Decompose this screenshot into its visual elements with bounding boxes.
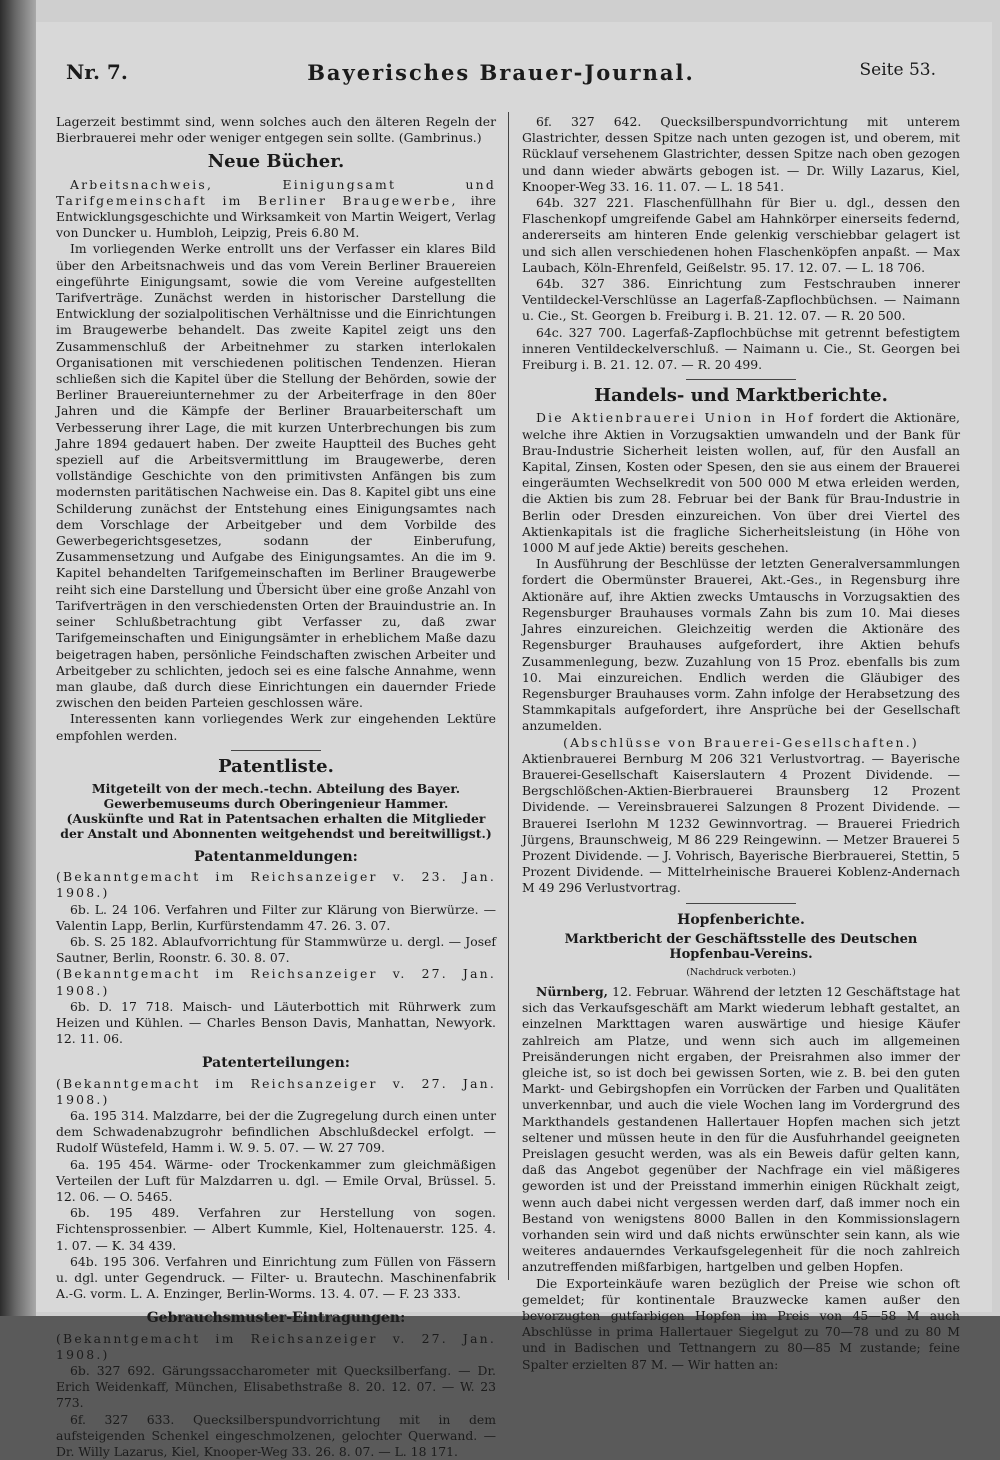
page-number: Seite 53. (859, 60, 936, 80)
anmeldung-entry: 6b. D. 17 718. Maisch- und Läuterbottich mit Rührwerk zum Heizen und Kühlen. — Charles Benson Davis, Manhattan, Newyork. 12. 11. 06. (56, 998, 496, 1047)
abschluesse-paragraph: Aktienbrauerei Bernburg M 206 321 Verlustvortrag. — Bayerische Brauerei-Gesellschaft Kaiserslautern 4 Prozent Dividende. — Bergschlößchen-Aktien-Bierbrauerei Braunsberg 12 Prozent Dividende. — Vereinsbrauerei Salzungen 8 Prozent Dividende. — Brauerei Iserlohn M 1232 Gewinnvortrag. — Brauerei Friedrich Jürgens, Braunschweig, M 86 229 Reingewinn. — Metzer Brauerei 5 Prozent Dividende. — J. Vohrisch, Bayerische Bierbrauerei, Stettin, 5 Prozent Dividende. — Mittelrheinische Brauerei Koblenz-Andernach M 49 296 Verlustvortrag. (522, 750, 960, 896)
anmeldung-entry: 6b. L. 24 106. Verfahren und Filter zur Klärung von Bierwürze. — Valentin Lapp, Berlin, Kurfürstendamm 47. 26. 3. 07. (56, 901, 496, 933)
book-review: Im vorliegenden Werke entrollt uns der Verfasser ein klares Bild über den Arbeitsnachweis und das vom Verein Berliner Brauereien eingeführte Einigungsamt, sowie die vom Vereine aufgestellten Tarifverträge. Zunächst werden in historischer Darstellung die Entwicklung der sozialpolitischen Verhältnisse und die Einrichtungen im Braugewerbe behandelt. Das zweite Kapitel zeigt uns den Zusammenschluß der Arbeitnehmer zu starken interlokalen Organisationen mit verschiedenen politischen Tendenzen. Hieran schließen sich die Kapitel über die Stellung der Behörden, sowie der Berliner Brauereiunternehmer zu der Arbeiterfrage in den 80er Jahren und die Kämpfe der Berliner Brauarbeiterschaft um Verbesserung ihrer Lage, die mit kurzen Unterbrechungen bis zum Jahre 1894 gedauert haben. Der zweite Hauptteil des Buches geht speziell auf die Arbeitsvermittlung im Braugewerbe, deren vollständige Geschichte von den primitivsten Anfängen bis zum modernsten paritätischen Nachweise ein. Das 8. Kapitel gibt uns eine Schilderung zunächst der Entstehung eines Einigungsamtes nach dem Vorschlage der Arbeitgeber und dem Vorbilde des Gewerbegerichtsgesetzes, sodann der Einberufung, Zusammensetzung und Aufgabe des Einigungsamtes. An die im 9. Kapitel behandelten Tarifgemeinschaften im Berliner Braugewerbe reiht sich eine Darstellung und Übersicht über eine große Anzahl von Tarifverträgen in den verschiedensten Orten der Brauindustrie an. In seiner Schlußbetrachtung gibt Verfasser zu, daß zwar Tarifgemeinschaften und Einigungsämter in erheblichem Maße dazu beigetragen haben, persönliche Feindschaften zwischen Arbeiter und Arbeitgeber zu schlichten, jedoch sei es eine falsche Annahme, wenn man glaube, daß durch diese Einrichtungen ein dauernder Friede zwischen den beiden Parteien geschlossen wäre. (56, 241, 496, 711)
neue-buecher-heading: Neue Bücher. (207, 151, 345, 173)
erteilung-entry: 6a. 195 314. Malzdarre, bei der die Zugregelung durch einen unter dem Schwadenabzugrohr befindlichen Abschlußdeckel erfolgt. — Rudolf Wüstefeld, Hamm i. W. 9. 5. 07. — W. 27 709. (56, 1107, 496, 1156)
gebrauchsmuster-entry: 6b. 327 692. Gärungssaccharometer mit Quecksilberfang. — Dr. Erich Weidenkaff, München, Elisabethstraße 8. 20. 12. 07. — W. 23 773. (56, 1363, 496, 1411)
erteilung-entry: 6b. 195 489. Verfahren zur Herstellung von sogen. Fichtensprossenbier. — Albert Kummle, Kiel, Holtenauerstr. 125. 4. 1. 07. — K. 34 439. (56, 1205, 496, 1253)
nuernberg-paragraph (522, 984, 960, 1276)
section-rule (231, 750, 321, 751)
nuernberg-place: Nürnberg, (536, 983, 608, 999)
hof-text: fordert die Aktionäre, welche ihre Aktien in Vorzugsaktien umwandeln und der Bank für Brau-Industrie Sicherheit leisten wollen, auf, für den Ausfall an Kapital, Zinsen, Kosten oder Spesen, den sie aus einem der Brauerei eingeräumten Wechselkredit von 500 000 M etwa erleiden werden, die Aktien bis zum 28. Februar bei der Bank für Brau-Industrie in Berlin oder Dresden einzureichen. Von über drei Viertel des Aktienkapitals ist die fragliche Sicherheitsleistung (in Höhe von 1000 M auf jede Aktie) bereits geschehen. (522, 410, 960, 556)
handels-heading: Handels- und Marktberichte. (594, 385, 888, 407)
gebrauchsmuster-entry: 6f. 327 633. Quecksilberspundvorrichtung mit in dem aufsteigenden Schenkel eingeschmolzenen, gelochter Querwand. — Dr. Willy Lazarus, Kiel, Knooper-Weg 33. 26. 8. 07. — L. 18 171. (56, 1411, 496, 1460)
book-spine-shadow (0, 0, 36, 1316)
column-divider (508, 112, 509, 1280)
gebrauchsmuster-entry: 64b. 327 221. Flaschenfüllhahn für Bier u. dgl., dessen den Flaschenkopf umgreifende Gabel am Hahnkörper einerseits federnd, andererseits am hinteren Ende gelenkig verschiebbar gelagert ist und sich allen verschiedenen hohen Flaschenköpfen anpaßt. — Max Laubach, Köln-Ehrenfeld, Geißelstr. 95. 17. 12. 07. — L. 18 706. (522, 195, 960, 275)
journal-page (36, 22, 992, 1460)
book-title: Arbeitsnachweis, Einigungsamt und Tarifgemeinschaft im Berliner Braugewerbe, (56, 176, 496, 208)
section-rule (686, 903, 796, 904)
page-header (66, 60, 936, 90)
journal-title: Bayerisches Brauer-Journal. (307, 60, 695, 85)
regensburg-paragraph: In Ausführung der Beschlüsse der letzten Generalversammlungen fordert die Obermünster Brauerei, Akt.-Ges., in Regensburg ihre Aktionäre auf, ihre Aktien zwecks Umtauschs in Vorzugsaktien des Regensburger Brauhauses vormals Zahn bis zum 10. Mai dieses Jahres einzureichen. Gleichzeitig werden die Aktionäre des Regensburger Brauhauses aufgefordert, ihre Aktien behufs Zusammenlegung, bezw. Zuzahlung von 15 Proz. ebenfalls bis zum 10. Mai einzureichen. Endlich werden die Gläubiger des Regensburger Brauhauses vorm. Zahn infolge der Herabsetzung des Stammkapitals aufgefordert, ihre Ansprüche bei der Gesellschaft anzumelden. (522, 556, 960, 734)
patentanmeldungen-heading: Patentanmeldungen: (194, 848, 358, 865)
hof-lead: Die Aktienbrauerei Union in Hof (536, 410, 815, 426)
patent-source: Mitgeteilt von der mech.-techn. Abteilung des Bayer. Gewerbemuseums durch Oberingenieur Hammer. (91, 780, 461, 811)
erteilung-notice: (Bekanntgemacht im Reichsanzeiger v. 27. Jan. 1908.) (56, 1075, 496, 1107)
left-column (56, 114, 496, 1460)
gebrauchsmuster-notice: (Bekanntgemacht im Reichsanzeiger v. 27. Jan. 1908.) (56, 1330, 496, 1362)
gebrauchsmuster-entry: 6f. 327 642. Quecksilberspundvorrichtung mit unterem Glastrichter, dessen Spitze nach unten gezogen ist, und oberem, mit Rücklauf versehenem Glastrichter, dessen Spitze nach oben gezogen und dann wieder abwärts gebogen ist. — Dr. Willy Lazarus, Kiel, Knooper-Weg 33. 16. 11. 07. — L. 18 541. (522, 114, 960, 194)
marktbericht-heading: Marktbericht der Geschäftsstelle des Deutschen Hopfenbau-Vereins. (564, 931, 918, 962)
intro-paragraph: Lagerzeit bestimmt sind, wenn solches auch den älteren Regeln der Bierbrauerei mehr oder weniger entgegen sein sollte. (Gambrinus.) (56, 114, 496, 146)
hof-paragraph (522, 410, 960, 556)
nachdruck-note: (Nachdruck verboten.) (686, 966, 796, 978)
anmeldung-entry: 6b. S. 25 182. Ablaufvorrichtung für Stammwürze u. dergl. — Josef Sautner, Berlin, Roonstr. 6. 30. 8. 07. (56, 933, 496, 966)
abschluesse-heading: (Abschlüsse von Brauerei-Gesellschaften.) (563, 734, 919, 750)
erteilung-entry: 64b. 195 306. Verfahren und Einrichtung zum Füllen von Fässern u. dgl. unter Gegendruck. — Filter- u. Brautechn. Maschinenfabrik A.-G. vorm. L. A. Enzinger, Berlin-Worms. 13. 4. 07. — F. 23 333. (56, 1253, 496, 1302)
gebrauchsmuster-entry: 64b. 327 386. Einrichtung zum Festschrauben innerer Ventildeckel-Verschlüsse an Lagerfaß-Zapflochbüchsen. — Naimann u. Cie., St. Georgen b. Freiburg i. B. 21. 12. 07. — R. 20 500. (522, 276, 960, 324)
patentliste-heading: Patentliste. (218, 755, 334, 777)
nuernberg-text: 12. Februar. Während der letzten 12 Geschäftstage hat sich das Verkaufsgeschäft am Markt wiederum lebhaft gestaltet, an einzelnen Markttagen waren auswärtige und hiesige Käufer zahlreich am Platze, und wenn sich auch im allgemeinen Preisänderungen nicht ergaben, der Preisrahmen also immer der gleiche ist, so ist doch bei gewissen Sorten, wie z. B. bei den guten Markt- und Gebirgshopfen ein Vorrücken der Farben und Qualitäten unverkennbar, und auch die viele Wochen lang im Vordergrund des Markthandels gestandenen Hallertauer Hopfen machen sich jetzt seltener und müssen heute in den für die Ausfuhrhandel geeigneten Preislagen gesucht werden, was als ein Beweis dafür gelten kann, daß das Angebot gegenüber der Nachfrage ein viel mäßigeres geworden ist und der Preisstand immerhin einigen Rückhalt zeigt, wenn auch dabei nicht vergessen werden darf, daß immer noch ein Bestand von wenigstens 8000 Ballen in den Kommissionslagern vorhanden sein wird und daß nichts erwünschter sein kann, als wie weiteres andauerndes Verkaufsgelegenheit für die noch zahlreich anzutreffenden mißfarbigen, hartgelben und gelben Hopfen. (522, 983, 960, 1275)
patenterteilungen-heading: Patenterteilungen: (202, 1055, 350, 1072)
gebrauchsmuster-entry: 64c. 327 700. Lagerfaß-Zapflochbüchse mit getrennt befestigtem inneren Ventildeckelverschluß. — Naimann u. Cie., St. Georgen bei Freiburg i. B. 21. 12. 07. — R. 20 499. (522, 324, 960, 373)
right-column (522, 114, 960, 1373)
patent-note: (Auskünfte und Rat in Patentsachen erhalten die Mitglieder der Anstalt und Abonnenten weitgehendst und bereitwilligst.) (60, 810, 492, 841)
gebrauchsmuster-heading: Gebrauchsmuster-Eintragungen: (146, 1310, 406, 1327)
anmeldung-notice-1: (Bekanntgemacht im Reichsanzeiger v. 23. Jan. 1908.) (56, 869, 496, 901)
issue-number: Nr. 7. (66, 60, 128, 84)
book-review-end: Interessenten kann vorliegendes Werk zur eingehenden Lektüre empfohlen werden. (56, 711, 496, 743)
section-rule (686, 379, 796, 380)
hopfenberichte-heading: Hopfenberichte. (677, 911, 805, 928)
book-citation (56, 177, 496, 242)
export-paragraph: Die Exporteinkäufe waren bezüglich der Preise wie schon oft gemeldet; für kontinentale Brauzwecke kamen außer den bevorzugten gutfarbigen Hopfen im Preis von 45—58 M auch Abschlüsse in prima Hallertauer Siegelgut zu 70—78 und zu 80 M und in Badischen und Tettnangern zu 80—85 M zustande; feine Spalter erzielten 87 M. — Wir hatten an: (522, 1275, 960, 1372)
book-details: ihre Entwicklungsgeschichte und Wirksamkeit von Martin Weigert, Verlag von Duncker u. Humbloh, Leipzig, Preis 6.80 M. (56, 192, 496, 241)
erteilung-entry: 6a. 195 454. Wärme- oder Trockenkammer zum gleichmäßigen Verteilen der Luft für Malzdarren u. dgl. — Emile Orval, Brüssel. 5. 12. 06. — O. 5465. (56, 1156, 496, 1204)
anmeldung-notice-2: (Bekanntgemacht im Reichsanzeiger v. 27. Jan. 1908.) (56, 966, 496, 998)
